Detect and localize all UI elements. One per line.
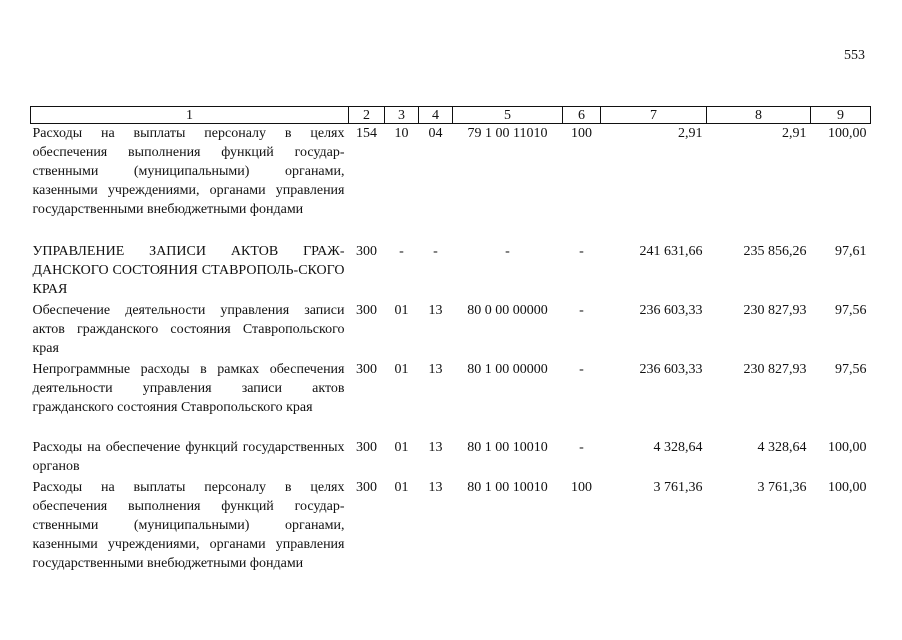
cell-c4: 13 (428, 479, 443, 495)
cell-c3: 01 (394, 302, 409, 318)
cell-c3: 01 (394, 479, 409, 495)
column-header: 2 (349, 107, 385, 124)
row-name: Непрограммные расходы в рамках обеспечения деятельности управления записи актов гражданского состояния Ставропольского края (32, 361, 345, 415)
table-row (31, 242, 871, 301)
cell-c4: - (433, 243, 438, 259)
cell-c2: 154 (356, 126, 377, 141)
cell-c8: 2,91 (782, 126, 807, 141)
cell-c7: 3 761,36 (653, 479, 703, 495)
cell-c2: 300 (356, 243, 377, 259)
cell-c3: 10 (394, 126, 409, 141)
table-row (31, 438, 871, 478)
column-header: 5 (453, 107, 563, 124)
cell-c8: 230 827,93 (743, 302, 807, 318)
cell-c4: 13 (428, 302, 443, 318)
cell-c6: 100 (571, 479, 592, 495)
table-row (31, 360, 871, 438)
column-header: 4 (419, 107, 453, 124)
cell-c7: 241 631,66 (639, 243, 703, 259)
row-name: Обеспечение деятельности управления записи актов гражданского состояния Ставропольского края (32, 302, 345, 356)
page-number: 553 (844, 48, 865, 63)
cell-c5: 80 1 00 10010 (467, 439, 548, 455)
cell-c9: 97,61 (835, 243, 867, 259)
cell-c7: 4 328,64 (653, 439, 703, 455)
column-header: 6 (563, 107, 601, 124)
cell-c3: 01 (394, 361, 409, 377)
cell-c6: - (579, 243, 584, 259)
cell-c6: - (579, 361, 584, 377)
column-header: 8 (707, 107, 811, 124)
table-row (31, 478, 871, 573)
cell-c8: 235 856,26 (743, 243, 807, 259)
column-header: 7 (601, 107, 707, 124)
cell-c7: 236 603,33 (639, 361, 703, 377)
column-header: 1 (31, 107, 349, 124)
cell-c9: 97,56 (835, 361, 867, 377)
cell-c6: 100 (571, 126, 592, 141)
column-header: 3 (385, 107, 419, 124)
cell-c3: 01 (394, 439, 409, 455)
cell-c5: 80 1 00 00000 (467, 361, 548, 377)
cell-c2: 300 (356, 361, 377, 377)
row-name: Расходы на выплаты персоналу в целях обеспечения выполнения функций государ-ственными (муниципальными) органами, казенными учреждениями, органами управления государственными внебюджетными фондами (32, 126, 345, 217)
cell-c2: 300 (356, 302, 377, 318)
budget-table (30, 106, 871, 573)
cell-c9: 100,00 (828, 479, 867, 495)
cell-c4: 13 (428, 439, 443, 455)
table-row (31, 301, 871, 360)
header-row (31, 107, 871, 124)
column-header: 9 (811, 107, 871, 124)
row-name: Расходы на выплаты персоналу в целях обеспечения выполнения функций государ-ственными (муниципальными) органами, казенными учреждениями, органами управления государственными внебюджетными фондами (32, 479, 345, 571)
cell-c5: 79 1 00 11010 (467, 126, 548, 141)
cell-c4: 13 (428, 361, 443, 377)
cell-c3: - (399, 243, 404, 259)
cell-c5: 80 0 00 00000 (467, 302, 548, 318)
cell-c9: 97,56 (835, 302, 867, 318)
cell-c9: 100,00 (828, 439, 867, 455)
cell-c4: 04 (428, 126, 443, 141)
cell-c8: 230 827,93 (743, 361, 807, 377)
cell-c7: 2,91 (678, 126, 703, 141)
cell-c9: 100,00 (828, 126, 867, 141)
cell-c2: 300 (356, 439, 377, 455)
cell-c8: 3 761,36 (757, 479, 807, 495)
cell-c2: 300 (356, 479, 377, 495)
cell-c5: - (505, 243, 510, 259)
table-row (31, 124, 871, 242)
cell-c6: - (579, 302, 584, 318)
cell-c6: - (579, 439, 584, 455)
cell-c5: 80 1 00 10010 (467, 479, 548, 495)
cell-c8: 4 328,64 (757, 439, 807, 455)
row-name: Расходы на обеспечение функций государственных органов (32, 439, 345, 474)
cell-c7: 236 603,33 (639, 302, 703, 318)
row-name: УПРАВЛЕНИЕ ЗАПИСИ АКТОВ ГРАЖ-ДАНСКОГО СОСТОЯНИЯ СТАВРОПОЛЬ-СКОГО КРАЯ (32, 243, 345, 297)
